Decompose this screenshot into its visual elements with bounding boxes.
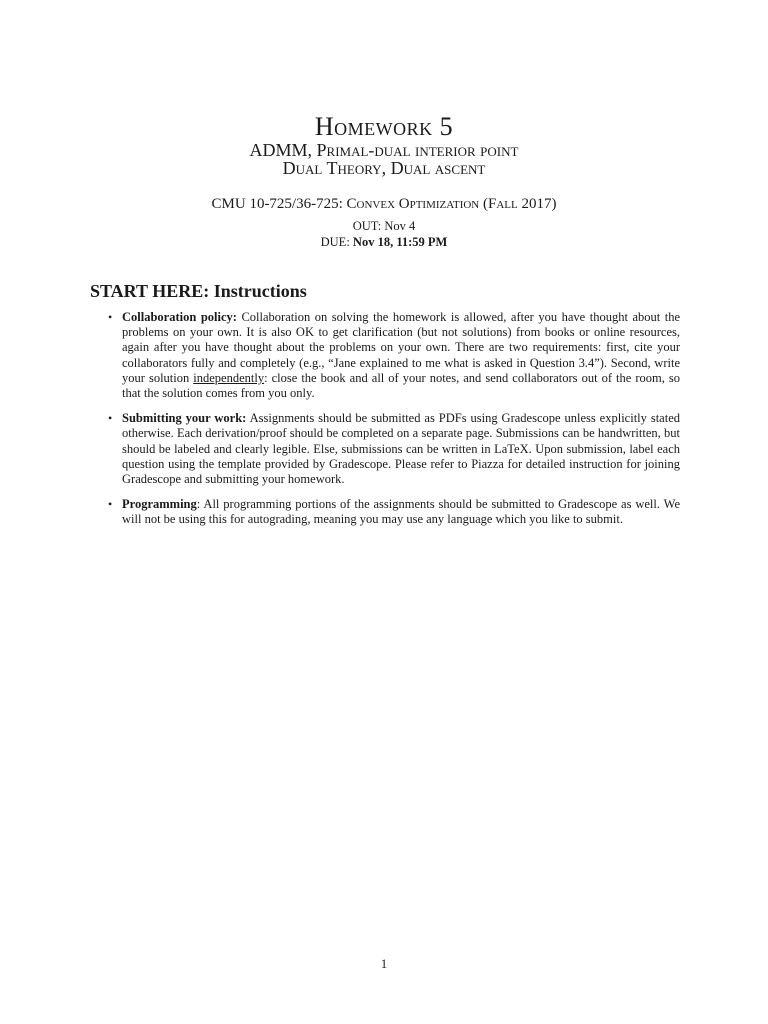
instruction-text: Collaboration on solving the homework is allowed, after you have thought about the problems on your own. It is also OK to get clarification (but not solutions) from books or online resources, again after you have thought about the problems on your own. There are two requirements: first, cite your collaborators fully and completely (e.g., “Jane explained to me what is asked in Question 3.4”). Second, write your solution (122, 310, 681, 385)
due-prefix: DUE: (320, 235, 353, 249)
instruction-label: Submitting your work: (122, 411, 247, 426)
instruction-underlined-text: independently (193, 370, 265, 385)
bullet-icon: • (108, 411, 113, 426)
homework-title: Homework 5 (314, 112, 454, 141)
course-name: CMU 10-725/36-725: Convex Optimization (Fall 2017) (211, 196, 557, 212)
instruction-collaboration-policy (108, 310, 680, 401)
homework-subtitle-line2: Dual Theory, Dual ascent (282, 158, 486, 178)
due-value: Nov 18, 11:59 PM (352, 235, 448, 249)
instruction-text-after: : close the book and all of your notes, and send collaborators out of the room, so that the solution comes from you only. (122, 370, 680, 401)
bullet-icon: • (108, 497, 113, 512)
page-number: 1 (380, 957, 388, 971)
instruction-text: : All programming portions of the assignments should be submitted to Gradescope as well. We will not be using this for autograding, meaning you may use any language which you like to submit. (122, 497, 680, 527)
instructions-list (108, 310, 680, 538)
due-date (0, 234, 768, 250)
instruction-label: Programming (122, 497, 197, 512)
instruction-submitting-work (108, 411, 680, 487)
homework-subtitle-line1: ADMM, Primal-dual interior point (249, 140, 519, 160)
out-date: OUT: Nov 4 (352, 219, 416, 233)
instruction-programming (108, 497, 680, 527)
instruction-text: Assignments should be submitted as PDFs using Gradescope unless explicitly stated otherwise. Each derivation/proof should be completed on a separate page. Submissions can be handwritten, but should be labeled and clearly legible. Else, submissions can be written in LaTeX. Upon submission, label each question using the template provided by Gradescope. Please refer to Piazza for detailed instruction for joining Gradescope and submitting your homework. (122, 411, 680, 487)
section-title: START HERE: Instructions (90, 281, 307, 301)
instruction-label: Collaboration policy: (122, 310, 237, 324)
bullet-icon: • (108, 310, 113, 324)
